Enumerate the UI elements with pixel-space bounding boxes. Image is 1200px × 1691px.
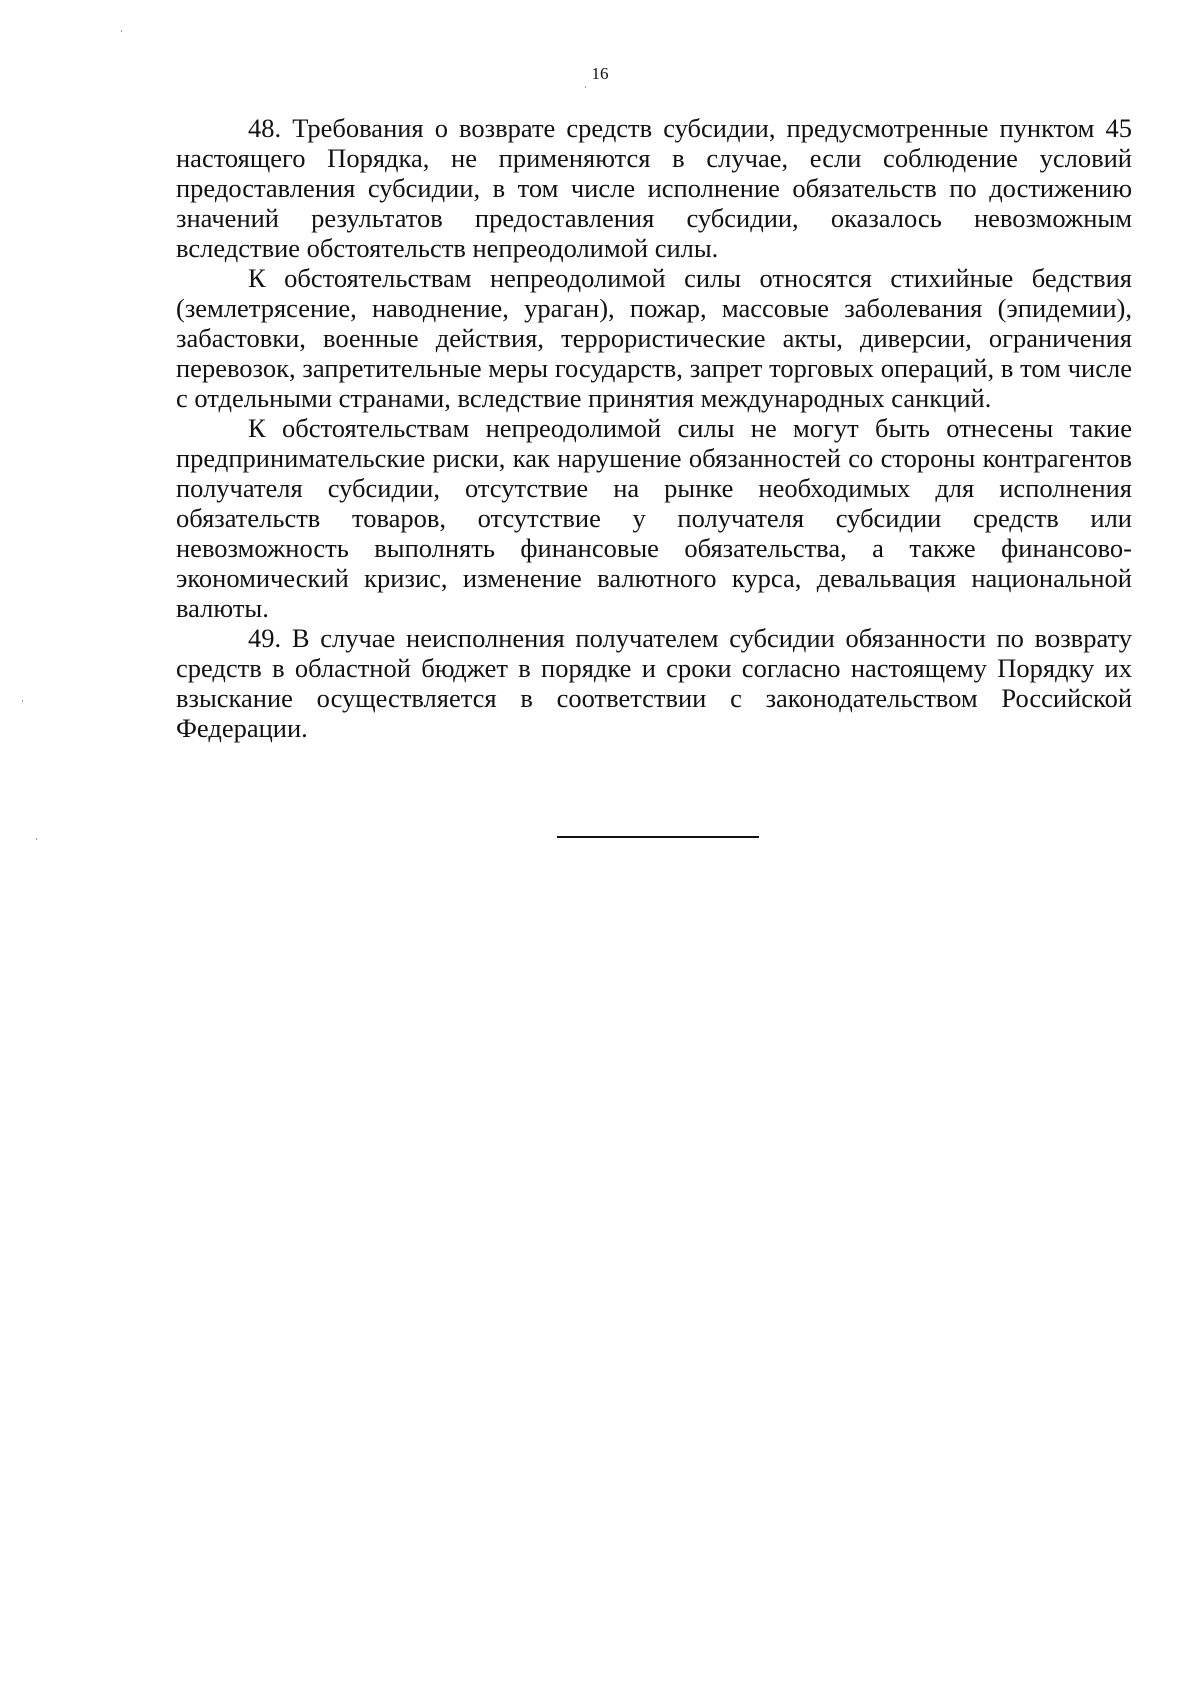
scan-speck bbox=[36, 838, 37, 840]
page-number: 16 bbox=[591, 64, 609, 83]
paragraph-force-majeure-definition: К обстоятельствам непреодолимой силы относятся стихийные бедствия (землетрясение, наводнение, ураган), пожар, массовые заболевания (эпидемии), забастовки, военные действия, террористические акты, диверсии, ограничения перевозок, запретительные меры государств, запрет торговых операций, в том числе с отдельными странами, вследствие принятия международных санкций. bbox=[176, 263, 1132, 413]
scan-speck bbox=[585, 86, 586, 88]
scan-speck bbox=[121, 30, 122, 32]
paragraph-49: 49. В случае неисполнения получателем субсидии обязанности по возврату средств в областной бюджет в порядке и сроки согласно настоящему Порядку их взыскание осуществляется в соответствии с законодательством Российской Федерации. bbox=[176, 623, 1132, 743]
paragraph-48: 48. Требования о возврате средств субсидии, предусмотренные пунктом 45 настоящего Порядка, не применяются в случае, если соблюдение условий предоставления субсидии, в том числе исполнение обязательств по достижению значений результатов предоставления субсидии, оказалось невозможным вследствие обстоятельств непреодолимой силы. bbox=[176, 113, 1132, 263]
scan-speck bbox=[22, 700, 23, 702]
end-of-text-rule bbox=[557, 836, 759, 838]
paragraph-force-majeure-exclusions: К обстоятельствам непреодолимой силы не могут быть отнесены такие предпринимательские риски, как нарушение обязанностей со стороны контрагентов получателя субсидии, отсутствие на рынке необходимых для исполнения обязательств товаров, отсутствие у получателя субсидии средств или невозможность выполнять финансовые обязательства, а также финансово-экономический кризис, изменение валютного курса, девальвация национальной валюты. bbox=[176, 413, 1132, 623]
document-body bbox=[176, 113, 1132, 743]
